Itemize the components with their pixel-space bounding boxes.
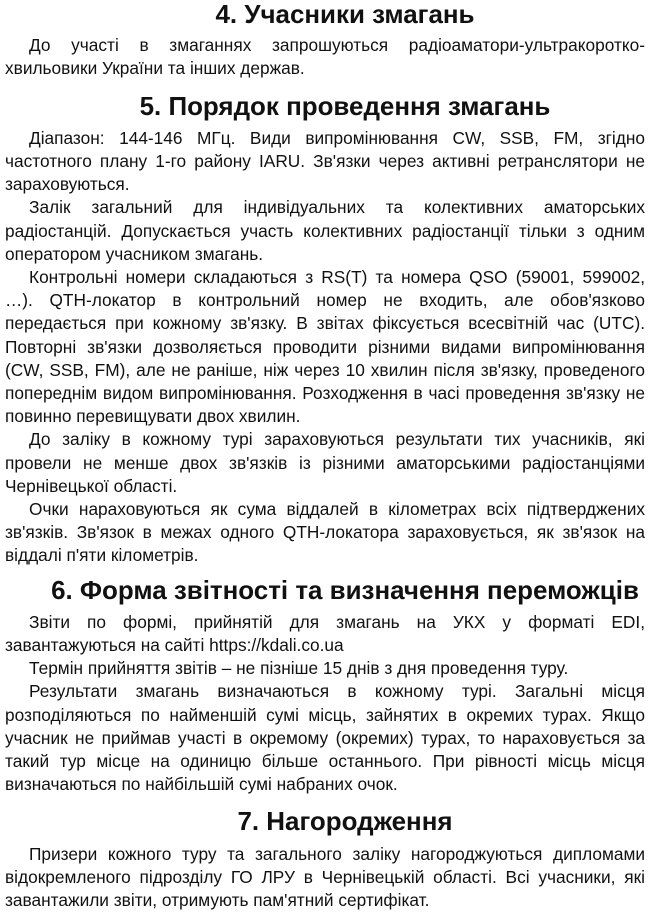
awards-paragraph: Призери кожного туру та загального заліку нагороджуються дипломами відокремленого підрозділу ГО ЛРУ в Чернівецькій області. Всі учасники, які завантажили звіти, отримують пам'ятний сертифікат.	[5, 843, 645, 911]
section-title-awards: 7. Нагородження	[237, 807, 453, 836]
procedure-paragraph-credit: До заліку в кожному турі зараховуються результати тих учасників, які провели не менше двох зв'язків із різними аматорськими радіостанціями Чернівецької області.	[5, 429, 645, 496]
section-title-reports: 6. Форма звітності та визначення переможців	[51, 576, 639, 605]
procedure-paragraph-points: Очки нараховуються як сума віддалей в кілометрах всіх підтверджених зв'язків. Зв'язок в межах одного QTH-локатора зараховується, як зв'язок на віддалі п'яти кілометрів.	[5, 499, 645, 566]
participants-paragraph: До участі в змаганнях запрошуються радіоаматори-ультракоротко-хвильовики України та інших держав.	[5, 35, 645, 79]
reports-paragraph-format: Звіти по формі, прийнятій для змагань на УКХ у форматі EDI, завантажуються на сайті https://kdali.co.ua	[5, 611, 645, 656]
procedure-paragraph-scoring-category: Залік загальний для індивідуальних та колективних аматорських радіостанцій. Допускається участь колективних радіостанції тільки з одним оператором учасником змагань.	[5, 197, 645, 264]
document-page	[5, 0, 645, 912]
procedure-paragraph-control-numbers: Контрольні номери складаються з RS(T) та номера QSO (59001, 599002, …). QTH-локатор в контрольний номер не входить, але обов'язково передається при кожному зв'язку. В звітах фіксується всесвітній час (UTC). Повторні зв'язки дозволяється проводити різними видами випромінювання (CW, SSB, FM), але не раніше, ніж через 10 хвилин після зв'язку, проведеного попереднім видом випромінювання. Розходження в часі проведення зв'язку не повинно перевищувати двох хвилин.	[5, 267, 645, 427]
section-title-procedure: 5. Порядок проведення змагань	[139, 92, 551, 121]
reports-paragraph-results: Результати змагань визначаються в кожному турі. Загальні місця розподіляються по найменшій сумі місць, зайнятих в окремих турах. Якщо учасник не приймав участі в окремому (окремих) турах, то нараховується за такий тур місце на одиницю більше останнього. При рівності місць місця визначаються по найбільшій сумі набраних очок.	[5, 681, 645, 795]
reports-paragraph-deadline: Термін прийняття звітів – не пізніше 15 днів з дня проведення туру.	[29, 658, 569, 679]
section-title-participants: 4. Учасники змагань	[215, 1, 475, 29]
procedure-paragraph-band: Діапазон: 144-146 МГц. Види випромінювання CW, SSB, FM, згідно частотного плану 1-го району IARU. Зв'язки через активні ретранслятори не зараховуються.	[5, 127, 645, 195]
